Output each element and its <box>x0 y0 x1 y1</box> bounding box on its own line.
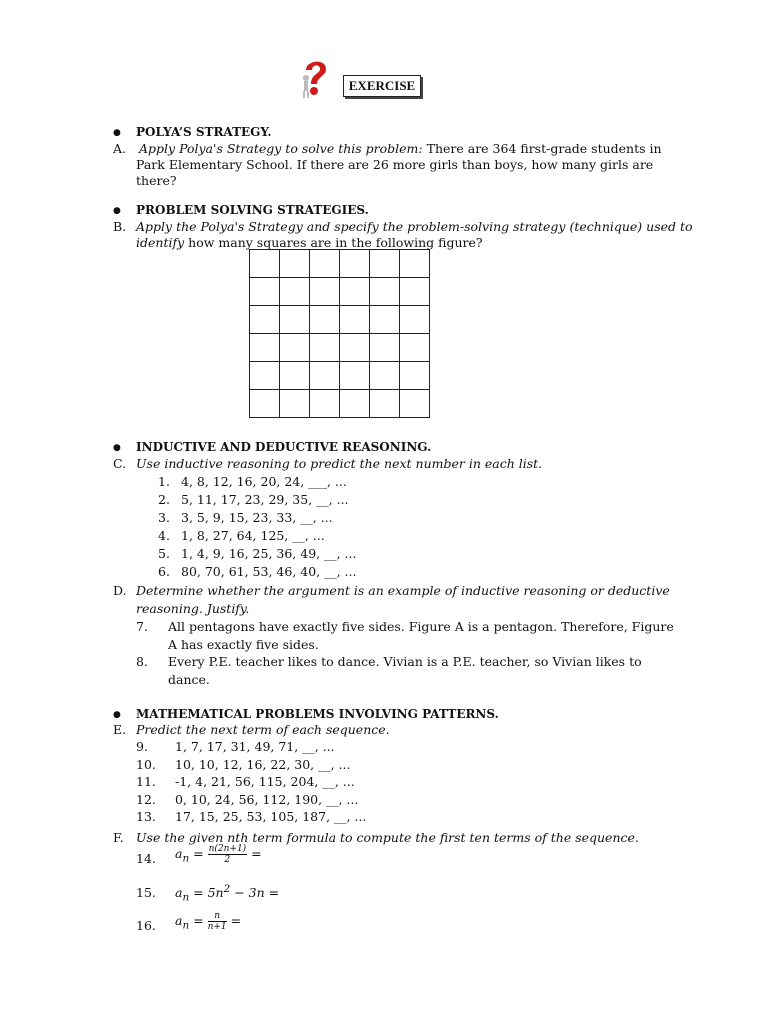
grid-row <box>250 362 430 390</box>
grid-cell <box>340 362 370 390</box>
section-bullet: ● <box>113 206 121 216</box>
grid-cell <box>310 278 340 306</box>
grid-row <box>250 390 430 418</box>
grid-cell <box>400 250 430 278</box>
problem-d-instruction-1: Determine whether the argument is an example of inductive reasoning or deductive <box>136 583 670 598</box>
formula-fraction <box>208 844 248 865</box>
problem-a-text <box>139 141 662 156</box>
grid-row <box>250 306 430 334</box>
item-letter-b: B. <box>113 219 127 234</box>
problem-b-instruction-2: identify <box>136 235 185 250</box>
grid-cell <box>340 390 370 418</box>
list-item-number: 12. <box>136 791 156 807</box>
question-mark-figure-icon <box>298 56 332 100</box>
list-item-number: 3. <box>158 510 170 525</box>
formula-subscript: n <box>182 891 190 904</box>
fraction-denominator: n+1 <box>207 922 227 932</box>
grid-cell <box>370 390 400 418</box>
argument-number: 7. <box>136 619 148 634</box>
list-item-number: 5. <box>158 546 170 561</box>
section-bullet: ● <box>113 710 121 720</box>
item-letter-d: D. <box>113 583 127 598</box>
squares-grid-figure <box>249 249 430 418</box>
formula-lhs: a <box>175 913 183 928</box>
problem-f-instruction: Use the given nth term formula to compute the first ten terms of the sequence. <box>136 830 639 845</box>
list-item-text: 1, 8, 27, 64, 125, __, ... <box>181 528 325 543</box>
grid-cell <box>400 390 430 418</box>
grid-cell <box>340 278 370 306</box>
section-heading-problem-solving: PROBLEM SOLVING STRATEGIES. <box>136 203 369 217</box>
list-item-number: 6. <box>158 564 170 579</box>
formula-15 <box>175 883 279 904</box>
list-item-number: 1. <box>158 474 170 489</box>
formula-expression-tail: − 3n = <box>230 885 280 901</box>
section-heading-patterns: MATHEMATICAL PROBLEMS INVOLVING PATTERNS. <box>136 707 499 721</box>
grid-cell <box>340 250 370 278</box>
grid-cell <box>370 306 400 334</box>
list-item-text: 10, 10, 12, 16, 22, 30, __, ... <box>175 756 351 772</box>
list-item-text: 17, 15, 25, 53, 105, 187, __, ... <box>175 809 367 824</box>
argument-8-line1: Every P.E. teacher likes to dance. Vivian is a P.E. teacher, so Vivian likes to <box>168 654 642 669</box>
grid-row <box>250 278 430 306</box>
grid-cell <box>250 306 280 334</box>
grid-cell <box>340 306 370 334</box>
grid-cell <box>340 334 370 362</box>
item-letter-c: C. <box>113 456 127 471</box>
formula-subscript: n <box>182 919 190 932</box>
item-letter-a: A. <box>113 141 127 156</box>
problem-b-instruction: Apply the Polya's Strategy and specify the problem-solving strategy (technique) used to <box>136 219 693 234</box>
item-letter-e: E. <box>113 722 127 737</box>
exercise-label: EXERCISE <box>343 75 421 97</box>
grid-cell <box>400 362 430 390</box>
argument-7-line1: All pentagons have exactly five sides. Figure A is a pentagon. Therefore, Figure <box>168 619 674 634</box>
grid-cell <box>280 306 310 334</box>
list-item-number: 10. <box>136 756 156 772</box>
section-bullet: ● <box>113 128 121 138</box>
grid-cell <box>250 390 280 418</box>
list-item-number: 11. <box>136 774 156 789</box>
list-item-text: 3, 5, 9, 15, 23, 33, __, ... <box>181 510 333 525</box>
formula-number: 14. <box>136 851 156 866</box>
item-letter-f: F. <box>113 830 124 845</box>
formula-lhs: a <box>175 885 183 901</box>
list-item-number: 4. <box>158 528 170 543</box>
list-item-number: 2. <box>158 492 170 507</box>
argument-7-line2: A has exactly five sides. <box>168 637 319 652</box>
fraction-denominator: 2 <box>224 855 231 865</box>
grid-cell <box>370 362 400 390</box>
section-bullet: ● <box>113 443 121 453</box>
problem-b-question <box>136 235 483 250</box>
grid-cell <box>370 250 400 278</box>
grid-cell <box>280 278 310 306</box>
grid-cell <box>280 334 310 362</box>
grid-row <box>250 334 430 362</box>
section-heading-reasoning: INDUCTIVE AND DEDUCTIVE REASONING. <box>136 440 432 454</box>
formula-number: 15. <box>136 885 156 900</box>
list-item-text: 1, 7, 17, 31, 49, 71, __, ... <box>175 739 335 754</box>
formula-16: $a_n$ = $\frac{n}{n+1}$ = <box>175 911 242 932</box>
list-item-text: 1, 4, 9, 16, 25, 36, 49, __, ... <box>181 546 357 561</box>
grid-cell <box>250 250 280 278</box>
grid-cell <box>310 362 340 390</box>
list-item-text: 0, 10, 24, 56, 112, 190, __, ... <box>175 791 359 807</box>
problem-a-line2: Park Elementary School. If there are 26 more girls than boys, how many girls are <box>136 157 654 172</box>
grid-cell <box>250 334 280 362</box>
formula-exponent: 2 <box>223 883 231 895</box>
problem-c-instruction: Use inductive reasoning to predict the next number in each list. <box>136 456 543 471</box>
formula-lhs: a <box>175 846 183 861</box>
grid-cell <box>400 306 430 334</box>
grid-cell <box>370 278 400 306</box>
grid-cell <box>280 390 310 418</box>
list-item-text: 5, 11, 17, 23, 29, 35, __, ... <box>181 492 349 507</box>
argument-number: 8. <box>136 654 148 669</box>
grid-cell <box>280 250 310 278</box>
grid-row <box>250 250 430 278</box>
formula-14: $a_n$ = $\frac{n(2n+1)}{2}$ = <box>175 844 262 865</box>
grid-cell <box>370 334 400 362</box>
grid-cell <box>310 390 340 418</box>
grid-cell <box>310 334 340 362</box>
problem-d-instruction-2: reasoning. Justify. <box>136 601 250 616</box>
list-item-text: 4, 8, 12, 16, 20, 24, ___, ... <box>181 474 347 489</box>
formula-fraction <box>208 911 227 932</box>
problem-e-instruction: Predict the next term of each sequence. <box>136 722 390 737</box>
grid-cell <box>310 306 340 334</box>
formula-equals: = <box>230 913 242 928</box>
list-item-number: 13. <box>136 809 156 824</box>
problem-a-instruction: Apply Polya's Strategy to solve this problem: <box>139 141 423 156</box>
grid-cell <box>310 250 340 278</box>
list-item-number: 9. <box>136 739 148 754</box>
formula-subscript: n <box>182 852 190 865</box>
argument-8-line2: dance. <box>168 672 210 687</box>
grid-cell <box>250 362 280 390</box>
formula-equals: = <box>251 846 262 861</box>
formula-number: 16. <box>136 918 156 933</box>
grid-cell <box>280 362 310 390</box>
formula-expression: = 5n <box>193 885 224 901</box>
grid-cell <box>400 334 430 362</box>
fraction-numerator: n <box>208 911 227 922</box>
problem-a-line3: there? <box>136 173 177 188</box>
fraction-numerator: n(2n+1) <box>208 844 247 854</box>
list-item-text: -1, 4, 21, 56, 115, 204, __, ... <box>175 774 355 789</box>
list-item-text: 80, 70, 61, 53, 46, 40, __, ... <box>181 564 357 579</box>
grid-cell <box>250 278 280 306</box>
problem-a-line1: There are 364 first-grade students in <box>426 141 662 156</box>
grid-cell <box>400 278 430 306</box>
section-heading-polya: POLYA’S STRATEGY. <box>136 125 272 139</box>
problem-b-question-text: how many squares are in the following figure? <box>188 235 483 250</box>
